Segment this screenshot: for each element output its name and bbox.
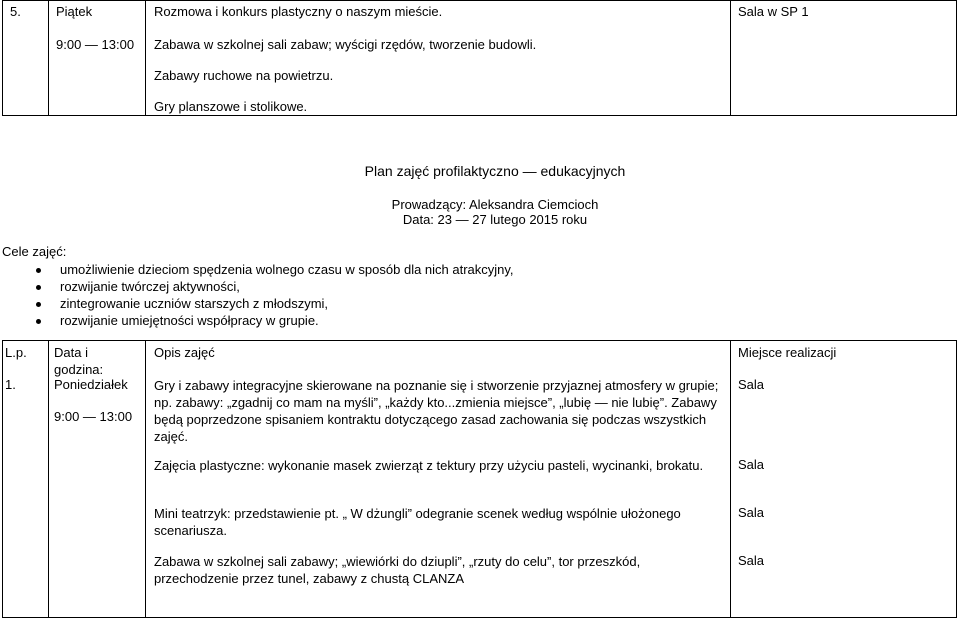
time-label: 9:00 ― 13:00 (54, 409, 133, 424)
goal-item: umożliwienie dzieciom spędzenia wolnego czasu w sposób dla nich atrakcyjny, (60, 262, 514, 277)
activity-line: Zabawy ruchowe na powietrzu. (154, 68, 334, 83)
header-desc: Opis zajęć (154, 345, 215, 360)
row-number: 1. (5, 377, 16, 392)
table-border-left (2, 0, 3, 116)
header-lp: L.p. (5, 345, 27, 360)
table-border-left (2, 340, 3, 618)
header-date-2: godzina: (54, 362, 104, 377)
place-label: Sala w SP 1 (738, 4, 809, 19)
row-number: 5. (10, 4, 21, 19)
header-place: Miejsce realizacji (738, 345, 837, 360)
goal-item: rozwijanie twórczej aktywności, (60, 279, 240, 294)
header-date: Data i (54, 345, 88, 360)
table-border-right (956, 340, 957, 618)
activity-description: Mini teatrzyk: przedstawienie pt. „ W dżungli” odegranie scenek według wspólnie ułożonego scenariusza. (154, 506, 681, 538)
goal-item: zintegrowanie uczniów starszych z młodszymi, (60, 296, 329, 311)
activity-line: Rozmowa i konkurs plastyczny o naszym mieście. (154, 4, 443, 19)
table-border-right (956, 0, 957, 116)
bullet-icon (36, 268, 41, 273)
time-label: 9:00 ― 13:00 (56, 37, 135, 52)
column-divider (145, 340, 146, 618)
day-label: Poniedziałek (54, 377, 128, 392)
activity-description: Zabawa w szkolnej sali zabawy; „wiewiórki do dziupli”, „rzuty do celu”, tor przeszkód, przechodzenie przez tunel, zabawy z chustą CLANZA (154, 554, 641, 586)
column-divider (145, 0, 146, 116)
bullet-icon (36, 302, 41, 307)
activity-place: Sala (738, 377, 765, 392)
column-divider (730, 0, 731, 116)
goals-heading: Cele zajęć: (2, 244, 67, 259)
activity-description: Gry i zabawy integracyjne skierowane na poznanie się i stworzenie przyjaznej atmosfery w grupie; np. zabawy: „zgadnij co mam na myśli”, „każdy kto...zmienia miejsce”, „lubię ― nie lubię”. Zabawy będą poprzedzone spisaniem kontraktu dotyczącego zasad zachowania się podczas wszystkich zajęć. (154, 378, 719, 444)
activity-line: Gry planszowe i stolikowe. (154, 99, 308, 114)
activity-description: Zajęcia plastyczne: wykonanie masek zwierząt z tektury przy użyciu pasteli, wycinanki, brokatu. (154, 458, 704, 473)
activity-line: Zabawa w szkolnej sali zabaw; wyścigi rzędów, tworzenie budowli. (154, 37, 537, 52)
activity-place: Sala (738, 553, 765, 568)
column-divider (730, 340, 731, 618)
page-title: Plan zajęć profilaktyczno ― edukacyjnych (364, 163, 626, 179)
column-divider (48, 0, 49, 116)
leader-line: Prowadzący: Aleksandra Ciemcioch (391, 197, 599, 212)
day-label: Piątek (56, 4, 93, 19)
activity-place: Sala (738, 505, 765, 520)
column-divider (48, 340, 49, 618)
bullet-icon (36, 285, 41, 290)
activity-place: Sala (738, 457, 765, 472)
date-line: Data: 23 ― 27 lutego 2015 roku (402, 212, 588, 227)
goal-item: rozwijanie umiejętności współpracy w grupie. (60, 313, 319, 328)
bullet-icon (36, 319, 41, 324)
